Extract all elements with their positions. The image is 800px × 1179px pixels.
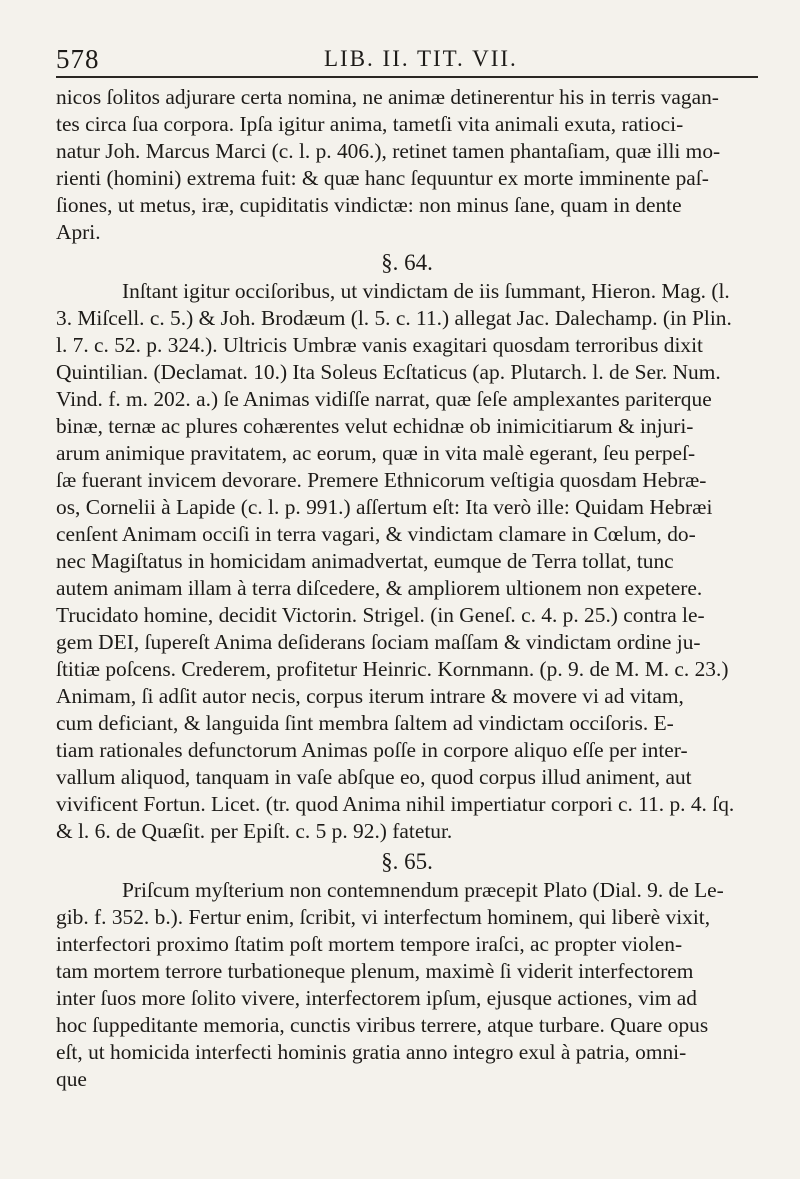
text-line: & l. 6. de Quæſit. per Epiſt. c. 5 p. 92.) fatetur.: [56, 819, 453, 843]
text-line: Inſtant igitur occiſoribus, ut vindictam de iis ſummant, Hieron. Mag. (l.: [122, 279, 730, 303]
text-line: tiam rationales defunctorum Animas poſſe in corpore aliquo eſſe per inter-: [56, 738, 688, 762]
text-line: Quintilian. (Declamat. 10.) Ita Soleus Ecſtaticus (ap. Plutarch. l. de Ser. Num.: [56, 360, 721, 384]
text-line: rienti (homini) extrema fuit: & quæ hanc ſequuntur ex morte imminente paſ-: [56, 166, 709, 190]
text-line: vivificent Fortun. Licet. (tr. quod Anima nihil impertiatur corpori c. 11. p. 4. ſq.: [56, 792, 735, 816]
text-line: Trucidato homine, decidit Victorin. Strigel. (in Geneſ. c. 4. p. 25.) contra le-: [56, 603, 705, 627]
text-line: l. 7. c. 52. p. 324.). Ultricis Umbræ vanis exagitari quosdam terroribus dixit: [56, 333, 703, 357]
text-line: Priſcum myſterium non contemnendum præcepit Plato (Dial. 9. de Le-: [122, 878, 724, 902]
text-line: inter ſuos more ſolito vivere, interfectorem ipſum, ejusque actiones, vim ad: [56, 986, 697, 1010]
text-line: 3. Miſcell. c. 5.) & Joh. Brodæum (l. 5. c. 11.) allegat Jac. Dalechamp. (in Plin.: [56, 306, 732, 330]
section-heading: §. 65.: [381, 849, 433, 874]
text-line: que: [56, 1067, 87, 1091]
text-line: Vind. f. m. 202. a.) ſe Animas vidiſſe narrat, quæ ſeſe amplexantes pariterque: [56, 387, 712, 411]
text-line: hoc ſuppeditante memoria, cunctis viribus terrere, atque turbare. Quare opus: [56, 1013, 709, 1037]
text-line: gib. f. 352. b.). Fertur enim, ſcribit, vi interfectum hominem, qui liberè vixit,: [56, 905, 711, 929]
running-title: LIB. II. TIT. VII.: [324, 46, 518, 71]
text-line: natur Joh. Marcus Marci (c. l. p. 406.), retinet tamen phantaſiam, quæ illi mo-: [56, 139, 721, 163]
text-line: ſtitiæ poſcens. Crederem, profitetur Heinric. Kornmann. (p. 9. de M. M. c. 23.): [56, 657, 729, 681]
text-line: interfectori proximo ſtatim poſt mortem tempore iraſci, ac propter violen-: [56, 932, 683, 956]
text-line: autem animam illam à terra diſcedere, & ampliorem ultionem non expetere.: [56, 576, 703, 600]
text-line: cenſent Animam occiſi in terra vagari, & vindictam clamare in Cœlum, do-: [56, 522, 696, 546]
text-line: eſt, ut homicida interfecti hominis gratia anno integro exul à patria, omni-: [56, 1040, 687, 1064]
text-line: binæ, ternæ ac plures cohærentes velut echidnæ ob inimicitiarum & injuri-: [56, 414, 694, 438]
page-number: 578: [56, 44, 100, 74]
text-line: tam mortem terrore turbationeque plenum, maximè ſi viderit interfectorem: [56, 959, 694, 983]
text-line: os, Cornelii à Lapide (c. l. p. 991.) aſſertum eſt: Ita verò ille: Quidam Hebræi: [56, 495, 713, 519]
page-header: [56, 40, 758, 78]
paragraph: [56, 877, 758, 1093]
text-line: gem DEI, ſupereſt Anima deſiderans ſociam maſſam & vindictam ordine ju-: [56, 630, 701, 654]
text-line: arum animique pravitatem, ac eorum, quæ in vita malè egerant, ſeu perpeſ-: [56, 441, 696, 465]
text-line: ſæ fuerant invicem devorare. Premere Ethnicorum veſtigia quosdam Hebræ-: [56, 468, 707, 492]
text-line: nicos ſolitos adjurare certa nomina, ne animæ detinerentur his in terris vagan-: [56, 85, 719, 109]
text-line: vallum aliquod, tanquam in vaſe abſque eo, quod corpus illud animent, aut: [56, 765, 692, 789]
text-line: Animam, ſi adſit autor necis, corpus iterum intrare & movere vi ad vitam,: [56, 684, 684, 708]
text-line: nec Magiſtatus in homicidam animadvertat, eumque de Terra tollat, tunc: [56, 549, 674, 573]
text-line: ſiones, ut metus, iræ, cupiditatis vindictæ: non minus ſane, quam in dente: [56, 193, 682, 217]
text-line: cum deficiant, & languida ſint membra ſaltem ad vindictam occiſoris. E-: [56, 711, 674, 735]
text-line: tes circa ſua corpora. Ipſa igitur anima, tametſi vita animali exuta, ratioci-: [56, 112, 684, 136]
text-line: Apri.: [56, 220, 101, 244]
paragraph: [56, 84, 758, 246]
section-heading: §. 64.: [381, 250, 433, 275]
body-text: [56, 84, 758, 1093]
paragraph: [56, 278, 758, 845]
